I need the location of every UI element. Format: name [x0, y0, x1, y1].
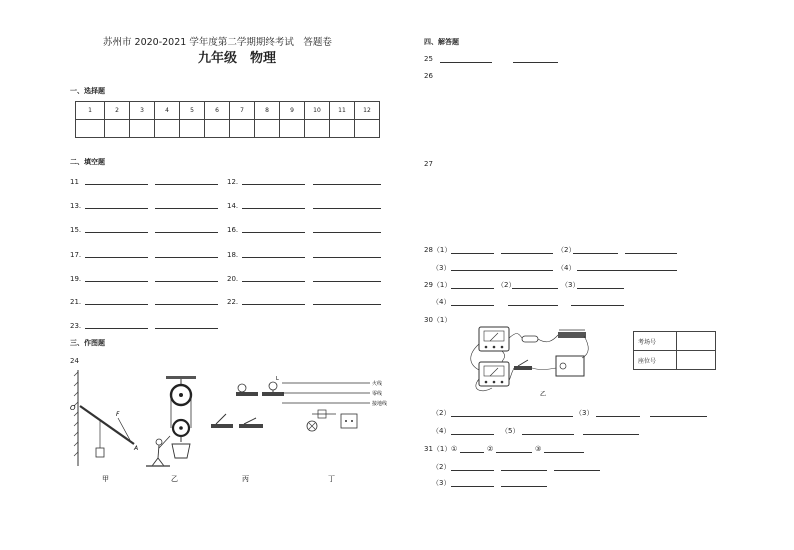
answer-cell[interactable] [180, 120, 205, 138]
choice-number: 2 [105, 102, 130, 120]
table-row [76, 120, 380, 138]
section-fill-heading: 二、填空题 [70, 158, 105, 166]
question-number: （3） [432, 264, 451, 272]
lever-figure [74, 370, 134, 466]
answer-blank[interactable] [242, 184, 305, 185]
answer-cell[interactable] [355, 120, 380, 138]
choice-number: 10 [305, 102, 330, 120]
choice-number: 11 [330, 102, 355, 120]
answer-blank[interactable] [155, 328, 218, 329]
answer-blank[interactable] [522, 434, 574, 435]
answer-blank[interactable] [460, 452, 484, 453]
section-answer-heading: 四、解答题 [424, 38, 459, 46]
answer-blank[interactable] [496, 452, 532, 453]
answer-blank[interactable] [513, 62, 558, 63]
choice-number: 12 [355, 102, 380, 120]
figure-label-jia: 甲 [102, 475, 109, 483]
circuit-figure-label: 乙 [540, 391, 547, 398]
question-number: 30（1） [424, 316, 452, 324]
choice-number: 3 [130, 102, 155, 120]
circle-mark: ③ [535, 445, 542, 453]
answer-cell[interactable] [305, 120, 330, 138]
question-number: 17. [70, 251, 82, 259]
answer-blank[interactable] [313, 232, 381, 233]
exam-subtitle: 九年级 物理 [198, 51, 277, 66]
question-number: 14. [227, 202, 239, 210]
answer-blank[interactable] [85, 328, 148, 329]
answer-blank[interactable] [625, 253, 677, 254]
exam-seat-table [633, 331, 716, 370]
answer-blank[interactable] [440, 62, 492, 63]
answer-blank[interactable] [544, 452, 584, 453]
exam-room-value[interactable] [677, 332, 716, 351]
answer-blank[interactable] [85, 208, 148, 209]
answer-cell[interactable] [130, 120, 155, 138]
answer-cell[interactable] [230, 120, 255, 138]
question-number: 16. [227, 226, 239, 234]
answer-blank[interactable] [242, 208, 305, 209]
answer-blank[interactable] [155, 304, 218, 305]
question-number: 18. [227, 251, 239, 259]
question-number: 22. [227, 298, 239, 306]
question-number: 25 [424, 55, 433, 63]
question-number: （2） [432, 463, 451, 471]
choice-number: 9 [280, 102, 305, 120]
answer-blank[interactable] [650, 416, 707, 417]
answer-blank[interactable] [313, 281, 381, 282]
wire-live-label: 火线 [372, 381, 383, 387]
choice-answer-table [75, 101, 380, 138]
answer-blank[interactable] [155, 257, 218, 258]
table-row [634, 332, 716, 351]
figure-label-ding: 丁 [328, 475, 335, 483]
answer-blank[interactable] [155, 208, 218, 209]
answer-blank[interactable] [451, 434, 494, 435]
answer-cell[interactable] [205, 120, 230, 138]
answer-blank[interactable] [554, 470, 600, 471]
wire-ground-label: 接地线 [372, 401, 388, 407]
answer-blank[interactable] [155, 184, 218, 185]
answer-blank[interactable] [451, 470, 494, 471]
question-number: 20. [227, 275, 239, 283]
answer-blank[interactable] [313, 257, 381, 258]
question-number: 28（1） [424, 246, 452, 254]
question-number: （3） [432, 479, 451, 487]
answer-blank[interactable] [155, 281, 218, 282]
answer-blank[interactable] [501, 470, 547, 471]
answer-blank[interactable] [571, 305, 624, 306]
question-number: 12. [227, 178, 239, 186]
answer-blank[interactable] [577, 288, 624, 289]
figure-label-yi: 乙 [171, 475, 178, 483]
circle-mark: ① [451, 445, 458, 453]
question-number: （4） [432, 427, 451, 435]
question-number: 31（1） [424, 445, 452, 453]
choice-number: 7 [230, 102, 255, 120]
question-number: （5） [501, 427, 520, 435]
question-number: （4） [557, 264, 576, 272]
question-number: （3） [575, 409, 594, 417]
answer-blank[interactable] [85, 257, 148, 258]
answer-cell[interactable] [280, 120, 305, 138]
question-number: 29（1） [424, 281, 452, 289]
answer-blank[interactable] [85, 184, 148, 185]
force-label: F [116, 411, 120, 418]
switch-lamp-figure [211, 382, 284, 428]
answer-cell[interactable] [255, 120, 280, 138]
answer-blank[interactable] [242, 281, 305, 282]
question-number: 21. [70, 298, 82, 306]
question-number: （3） [561, 281, 580, 289]
question-number: 23. [70, 322, 82, 330]
answer-blank[interactable] [451, 253, 494, 254]
answer-blank[interactable] [512, 288, 558, 289]
answer-cell[interactable] [105, 120, 130, 138]
question-number: 26 [424, 72, 433, 80]
section-drawing-heading: 三、作图题 [70, 339, 105, 347]
answer-cell[interactable] [76, 120, 105, 138]
answer-blank[interactable] [577, 270, 677, 271]
circle-mark: ② [487, 445, 494, 453]
question-number: 24 [70, 357, 79, 365]
answer-blank[interactable] [508, 305, 558, 306]
question-number: （2） [557, 246, 576, 254]
answer-blank[interactable] [155, 232, 218, 233]
lever-pivot-label: O [70, 404, 76, 412]
answer-blank[interactable] [583, 434, 639, 435]
figure-label-bing: 丙 [242, 475, 249, 483]
choice-number: 4 [155, 102, 180, 120]
lever-end-label: A [134, 445, 139, 452]
lamp-label: L [276, 376, 279, 382]
pulley-figure [146, 376, 196, 466]
section-choice-heading: 一、选择题 [70, 87, 105, 95]
answer-blank[interactable] [242, 304, 305, 305]
question-number: （4） [432, 298, 451, 306]
circuit-figure [462, 324, 592, 399]
answer-blank[interactable] [242, 232, 305, 233]
question-number: （2） [497, 281, 516, 289]
answer-blank[interactable] [573, 253, 618, 254]
answer-blank[interactable] [242, 257, 305, 258]
question-number: 13. [70, 202, 82, 210]
answer-blank[interactable] [501, 486, 547, 487]
question-number: 27 [424, 160, 433, 168]
answer-blank[interactable] [451, 305, 494, 306]
answer-blank[interactable] [85, 281, 148, 282]
seat-number-value[interactable] [677, 351, 716, 370]
question-number: 11 [70, 178, 79, 186]
question-number: 15. [70, 226, 82, 234]
answer-blank[interactable] [451, 270, 553, 271]
table-row [76, 102, 380, 120]
answer-blank[interactable] [313, 184, 381, 185]
table-row [634, 351, 716, 370]
question-number: （2） [432, 409, 451, 417]
answer-blank[interactable] [313, 304, 381, 305]
choice-number: 8 [255, 102, 280, 120]
answer-blank[interactable] [501, 253, 553, 254]
answer-blank[interactable] [451, 416, 573, 417]
household-wiring-figure [282, 383, 370, 431]
exam-title: 苏州市 2020-2021 学年度第二学期期终考试 答题卷 [103, 37, 332, 48]
answer-blank[interactable] [451, 288, 494, 289]
choice-number: 1 [76, 102, 105, 120]
choice-number: 6 [205, 102, 230, 120]
choice-number: 5 [180, 102, 205, 120]
question-number: 19. [70, 275, 82, 283]
answer-cell[interactable] [330, 120, 355, 138]
seat-number-label: 座位号 [634, 351, 677, 370]
answer-blank[interactable] [85, 232, 148, 233]
exam-room-label: 考场号 [634, 332, 677, 351]
drawing-figures [66, 366, 416, 486]
answer-blank[interactable] [85, 304, 148, 305]
answer-blank[interactable] [596, 416, 640, 417]
answer-cell[interactable] [155, 120, 180, 138]
answer-blank[interactable] [313, 208, 381, 209]
wire-neutral-label: 零线 [372, 391, 383, 397]
answer-blank[interactable] [451, 486, 494, 487]
